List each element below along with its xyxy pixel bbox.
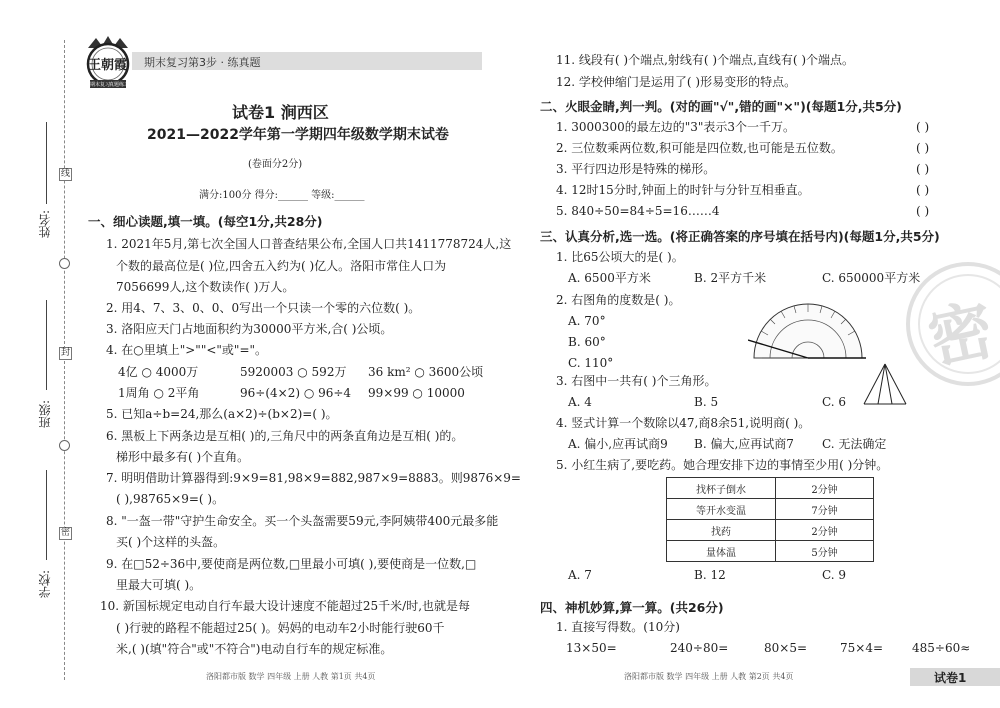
q5-line: 5. 已知a÷b=24,那么(a×2)÷(b×2)=( )。	[106, 407, 338, 421]
brand-logo	[82, 34, 134, 90]
task-name: 等开水变温	[667, 499, 776, 520]
choice-q4-a: A. 偏小,应再试商9	[568, 437, 668, 451]
score-line: 满分:100分 得分:______ 等级:______	[199, 190, 365, 201]
q4-line: 4. 在○里填上">""<"或"="。	[106, 343, 268, 357]
calc-item: 240÷80=	[670, 641, 729, 655]
q1-line1: 1. 2021年5月,第七次全国人口普查结果公布,全国人口共1411778724人,这	[106, 237, 512, 251]
q4-compare-3: 36 km² ○ 3600公顷	[368, 365, 484, 379]
q10-line3: 米,( )(填"符合"或"不符合")电动自行车的规定标准。	[116, 642, 393, 656]
judge-3: 3. 平行四边形是特殊的梯形。	[556, 162, 716, 176]
footer-left: 洛阳都市版 数学 四年级 上册 人教 第1页 共4页	[206, 672, 376, 681]
section4-title: 四、神机妙算,算一算。(共26分)	[540, 600, 724, 615]
q11-line: 11. 线段有( )个端点,射线有( )个端点,直线有( )个端点。	[556, 53, 855, 67]
q3-line: 3. 洛阳应天门占地面积约为30000平方米,合( )公顷。	[106, 322, 393, 336]
school-label: 学校:	[38, 570, 52, 599]
task-time: 2分钟	[776, 520, 874, 541]
q9-line1: 9. 在□52÷36中,要使商是两位数,□里最小可填( ),要使商是一位数,□	[106, 557, 477, 571]
q8-line2: 买( )个这样的头盔。	[116, 535, 226, 549]
judge-paren-2[interactable]: ( )	[916, 141, 930, 155]
choice-q2-b: B. 60°	[568, 335, 606, 349]
choice-q3-c: C. 6	[822, 395, 847, 409]
q7-line2: ( ),98765×9=( )。	[116, 492, 225, 506]
judge-paren-5[interactable]: ( )	[916, 204, 930, 218]
calc-item: 485÷60≈	[912, 641, 971, 655]
protractor-figure	[748, 300, 868, 366]
table-row	[667, 520, 874, 541]
choice-q3-b: B. 5	[694, 395, 719, 409]
step-label: 期末复习第3步 · 练真题	[144, 56, 261, 69]
choice-q1-b: B. 2平方千米	[694, 271, 767, 285]
exam-note: (卷面分2分)	[248, 159, 303, 170]
q2-line: 2. 用4、7、3、0、0、0写出一个只读一个零的六位数( )。	[106, 301, 421, 315]
q1-line2: 个数的最高位是( )位,四舍五入约为( )亿人。洛阳市常住人口为	[116, 259, 447, 273]
table-row	[667, 541, 874, 562]
calc-item: 75×4=	[840, 641, 884, 655]
choice-q4-c: C. 无法确定	[822, 437, 887, 451]
task-time: 7分钟	[776, 499, 874, 520]
school-blank	[46, 470, 47, 560]
name-blank	[46, 122, 47, 204]
section3-title: 三、认真分析,选一选。(将正确答案的序号填在括号内)(每题1分,共5分)	[540, 229, 940, 244]
class-label: 班级:	[38, 400, 52, 429]
judge-5: 5. 840÷50=84÷5=16……4	[556, 204, 720, 218]
calc-item: 80×5=	[764, 641, 808, 655]
judge-2: 2. 三位数乘两位数,积可能是四位数,也可能是五位数。	[556, 141, 843, 155]
judge-1: 1. 3000300的最左边的"3"表示3个一千万。	[556, 120, 796, 134]
binding-hole	[59, 440, 70, 451]
q10-line2: ( )行驶的路程不能超过25( )。妈妈的电动车2小时能行驶60千	[116, 621, 445, 635]
q8-line1: 8. "一盔一带"守护生命安全。买一个头盔需要59元,李阿姨带400元最多能	[106, 514, 499, 528]
task-table	[666, 477, 874, 562]
calc-item: 13×50=	[566, 641, 617, 655]
choice-q5-a: A. 7	[568, 568, 592, 582]
choice-q5-c: C. 9	[822, 568, 847, 582]
q4-compare-5: 96÷(4×2) ○ 96÷4	[240, 386, 352, 400]
q9-line2: 里最大可填( )。	[116, 578, 202, 592]
logo-sub2: 真题练习	[109, 82, 130, 88]
choice-q2-c: C. 110°	[568, 356, 614, 370]
choice-q3: 3. 右图中一共有( )个三角形。	[556, 374, 717, 388]
exam-title: 试卷1 涧西区	[232, 103, 329, 122]
q6-line2: 梯形中最多有( )个直角。	[116, 450, 250, 464]
choice-q5-b: B. 12	[694, 568, 726, 582]
section2-title: 二、火眼金睛,判一判。(对的画"√",错的画"×")(每题1分,共5分)	[540, 99, 902, 114]
logo-sub1: 期末复习	[90, 82, 111, 88]
margin-tag-line: 线	[61, 169, 71, 179]
task-name: 量体温	[667, 541, 776, 562]
q1-line3: 7056699人,这个数读作( )万人。	[116, 280, 295, 294]
task-name: 找药	[667, 520, 776, 541]
choice-q2: 2. 右图角的度数是( )。	[556, 293, 681, 307]
judge-paren-3[interactable]: ( )	[916, 162, 930, 176]
choice-q1-a: A. 6500平方米	[568, 271, 651, 285]
q4-compare-2: 5920003 ○ 592万	[240, 365, 347, 379]
judge-4: 4. 12时15分时,钟面上的时针与分针互相垂直。	[556, 183, 810, 197]
section1-title: 一、细心读题,填一填。(每空1分,共28分)	[88, 214, 323, 229]
logo-text: 王朝霞	[88, 58, 128, 73]
class-blank	[46, 300, 47, 390]
margin-tag-secret: 密	[61, 528, 71, 538]
q4-compare-4: 1周角 ○ 2平角	[118, 386, 200, 400]
q10-line1: 10. 新国标规定电动自行车最大设计速度不能超过25千米/时,也就是每	[100, 599, 471, 613]
choice-q1-c: C. 650000平方米	[822, 271, 921, 285]
binding-hole	[59, 258, 70, 269]
q6-line1: 6. 黑板上下两条边是互相( )的,三角尺中的两条直角边是互相( )的。	[106, 429, 464, 443]
q12-line: 12. 学校伸缩门是运用了( )形易变形的特点。	[556, 75, 797, 89]
calc-title: 1. 直接写得数。(10分)	[556, 620, 680, 634]
binding-line	[64, 40, 65, 680]
choice-q2-a: A. 70°	[568, 314, 606, 328]
choice-q4: 4. 竖式计算一个数除以47,商8余51,说明商( )。	[556, 416, 811, 430]
secret-stamp	[900, 262, 1000, 392]
choice-q4-b: B. 偏大,应再试商7	[694, 437, 794, 451]
q4-compare-6: 99×99 ○ 10000	[368, 386, 465, 400]
exam-subtitle: 2021—2022学年第一学期四年级数学期末试卷	[147, 127, 449, 143]
judge-paren-4[interactable]: ( )	[916, 183, 930, 197]
page-tag	[910, 668, 1000, 686]
judge-paren-1[interactable]: ( )	[916, 120, 930, 134]
choice-q1: 1. 比65公顷大的是( )。	[556, 250, 684, 264]
stamp-text: 密	[922, 293, 1000, 379]
task-name: 找杯子倒水	[667, 478, 776, 499]
margin-tag-seal: 封	[61, 348, 71, 358]
task-time: 5分钟	[776, 541, 874, 562]
choice-q3-a: A. 4	[568, 395, 592, 409]
footer-right: 洛阳都市版 数学 四年级 上册 人教 第2页 共4页	[624, 672, 794, 681]
q4-compare-1: 4亿 ○ 4000万	[118, 365, 199, 379]
q7-line1: 7. 明明借助计算器得到:9×9=81,98×9=882,987×9=8883。则9876×9=	[106, 471, 521, 485]
choice-q5: 5. 小红生病了,要吃药。她合理安排下边的事情至少用( )分钟。	[556, 458, 889, 472]
table-row	[667, 499, 874, 520]
table-row	[667, 478, 874, 499]
page-tag-label: 试卷1	[934, 671, 967, 685]
name-label: 姓名:	[38, 210, 52, 239]
task-time: 2分钟	[776, 478, 874, 499]
